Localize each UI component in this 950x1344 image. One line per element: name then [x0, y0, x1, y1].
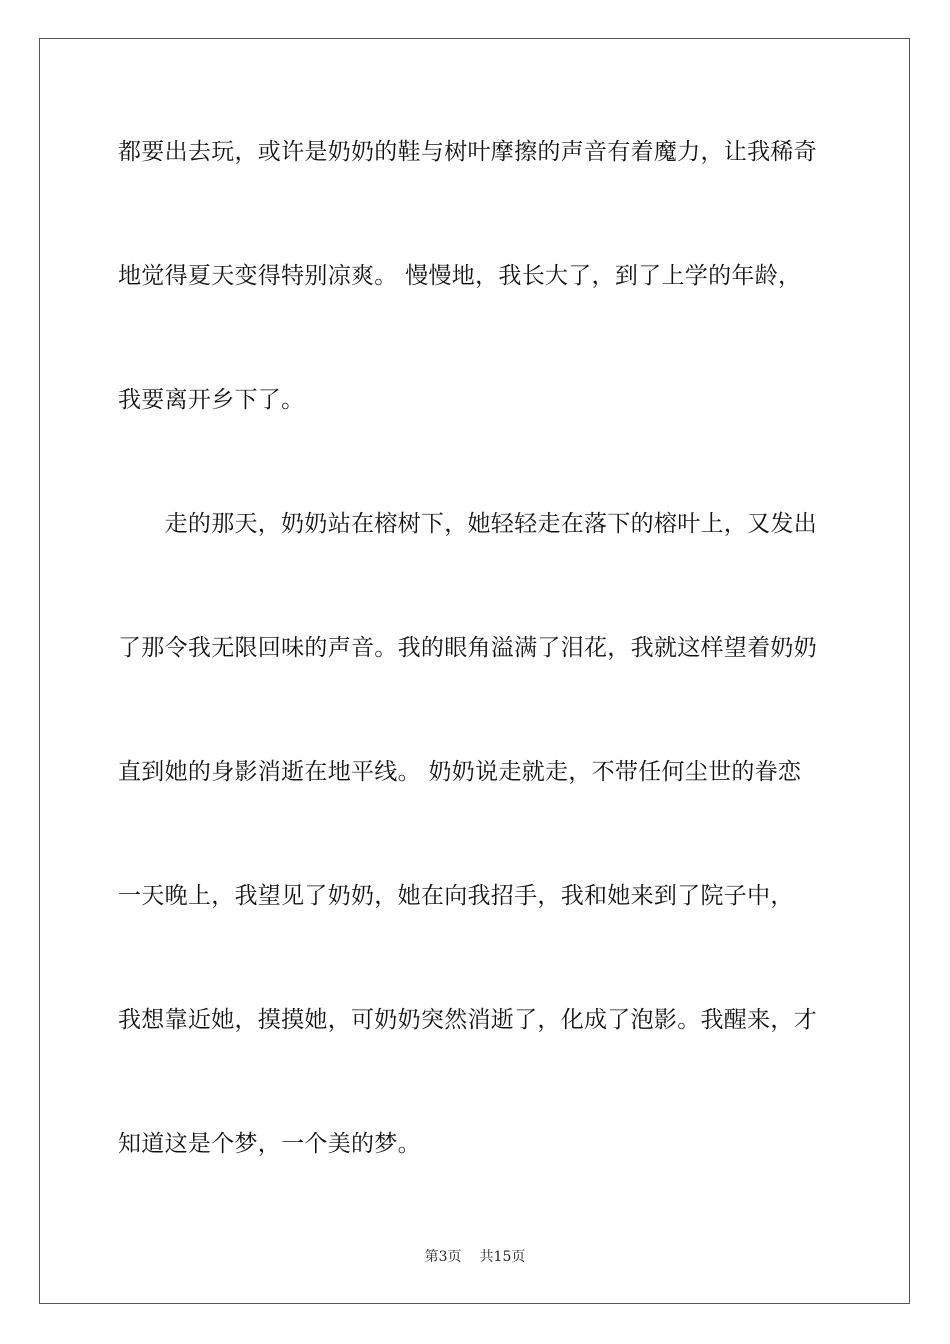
- text-line-2: 地觉得夏天变得特别凉爽。 慢慢地，我长大了，到了上学的年龄，: [118, 263, 802, 289]
- text-line-3: 我要离开乡下了。: [118, 387, 305, 413]
- page-number: 第3页: [424, 1249, 462, 1265]
- text-line-6: 直到她的身影消逝在地平线。 奶奶说走就走，不带任何尘世的眷恋: [118, 759, 802, 785]
- page-total: 共15页: [479, 1249, 526, 1265]
- text-line-8: 我想靠近她，摸摸她，可奶奶突然消逝了，化成了泡影。我醒来，才: [118, 1007, 817, 1033]
- text-line-5: 了那令我无限回味的声音。我的眼角溢满了泪花，我就这样望着奶奶: [118, 635, 817, 661]
- text-line-9: 知道这是个梦，一个美的梦。: [118, 1131, 421, 1157]
- page-frame: [39, 38, 910, 1304]
- text-line-7: 一天晚上，我望见了奶奶，她在向我招手，我和她来到了院子中，: [118, 883, 794, 909]
- page-footer: [0, 1248, 950, 1266]
- text-line-4: 走的那天，奶奶站在榕树下，她轻轻走在落下的榕叶上，又发出: [118, 511, 817, 537]
- text-line-1: 都要出去玩，或许是奶奶的鞋与树叶摩擦的声音有着魔力，让我稀奇: [118, 139, 817, 165]
